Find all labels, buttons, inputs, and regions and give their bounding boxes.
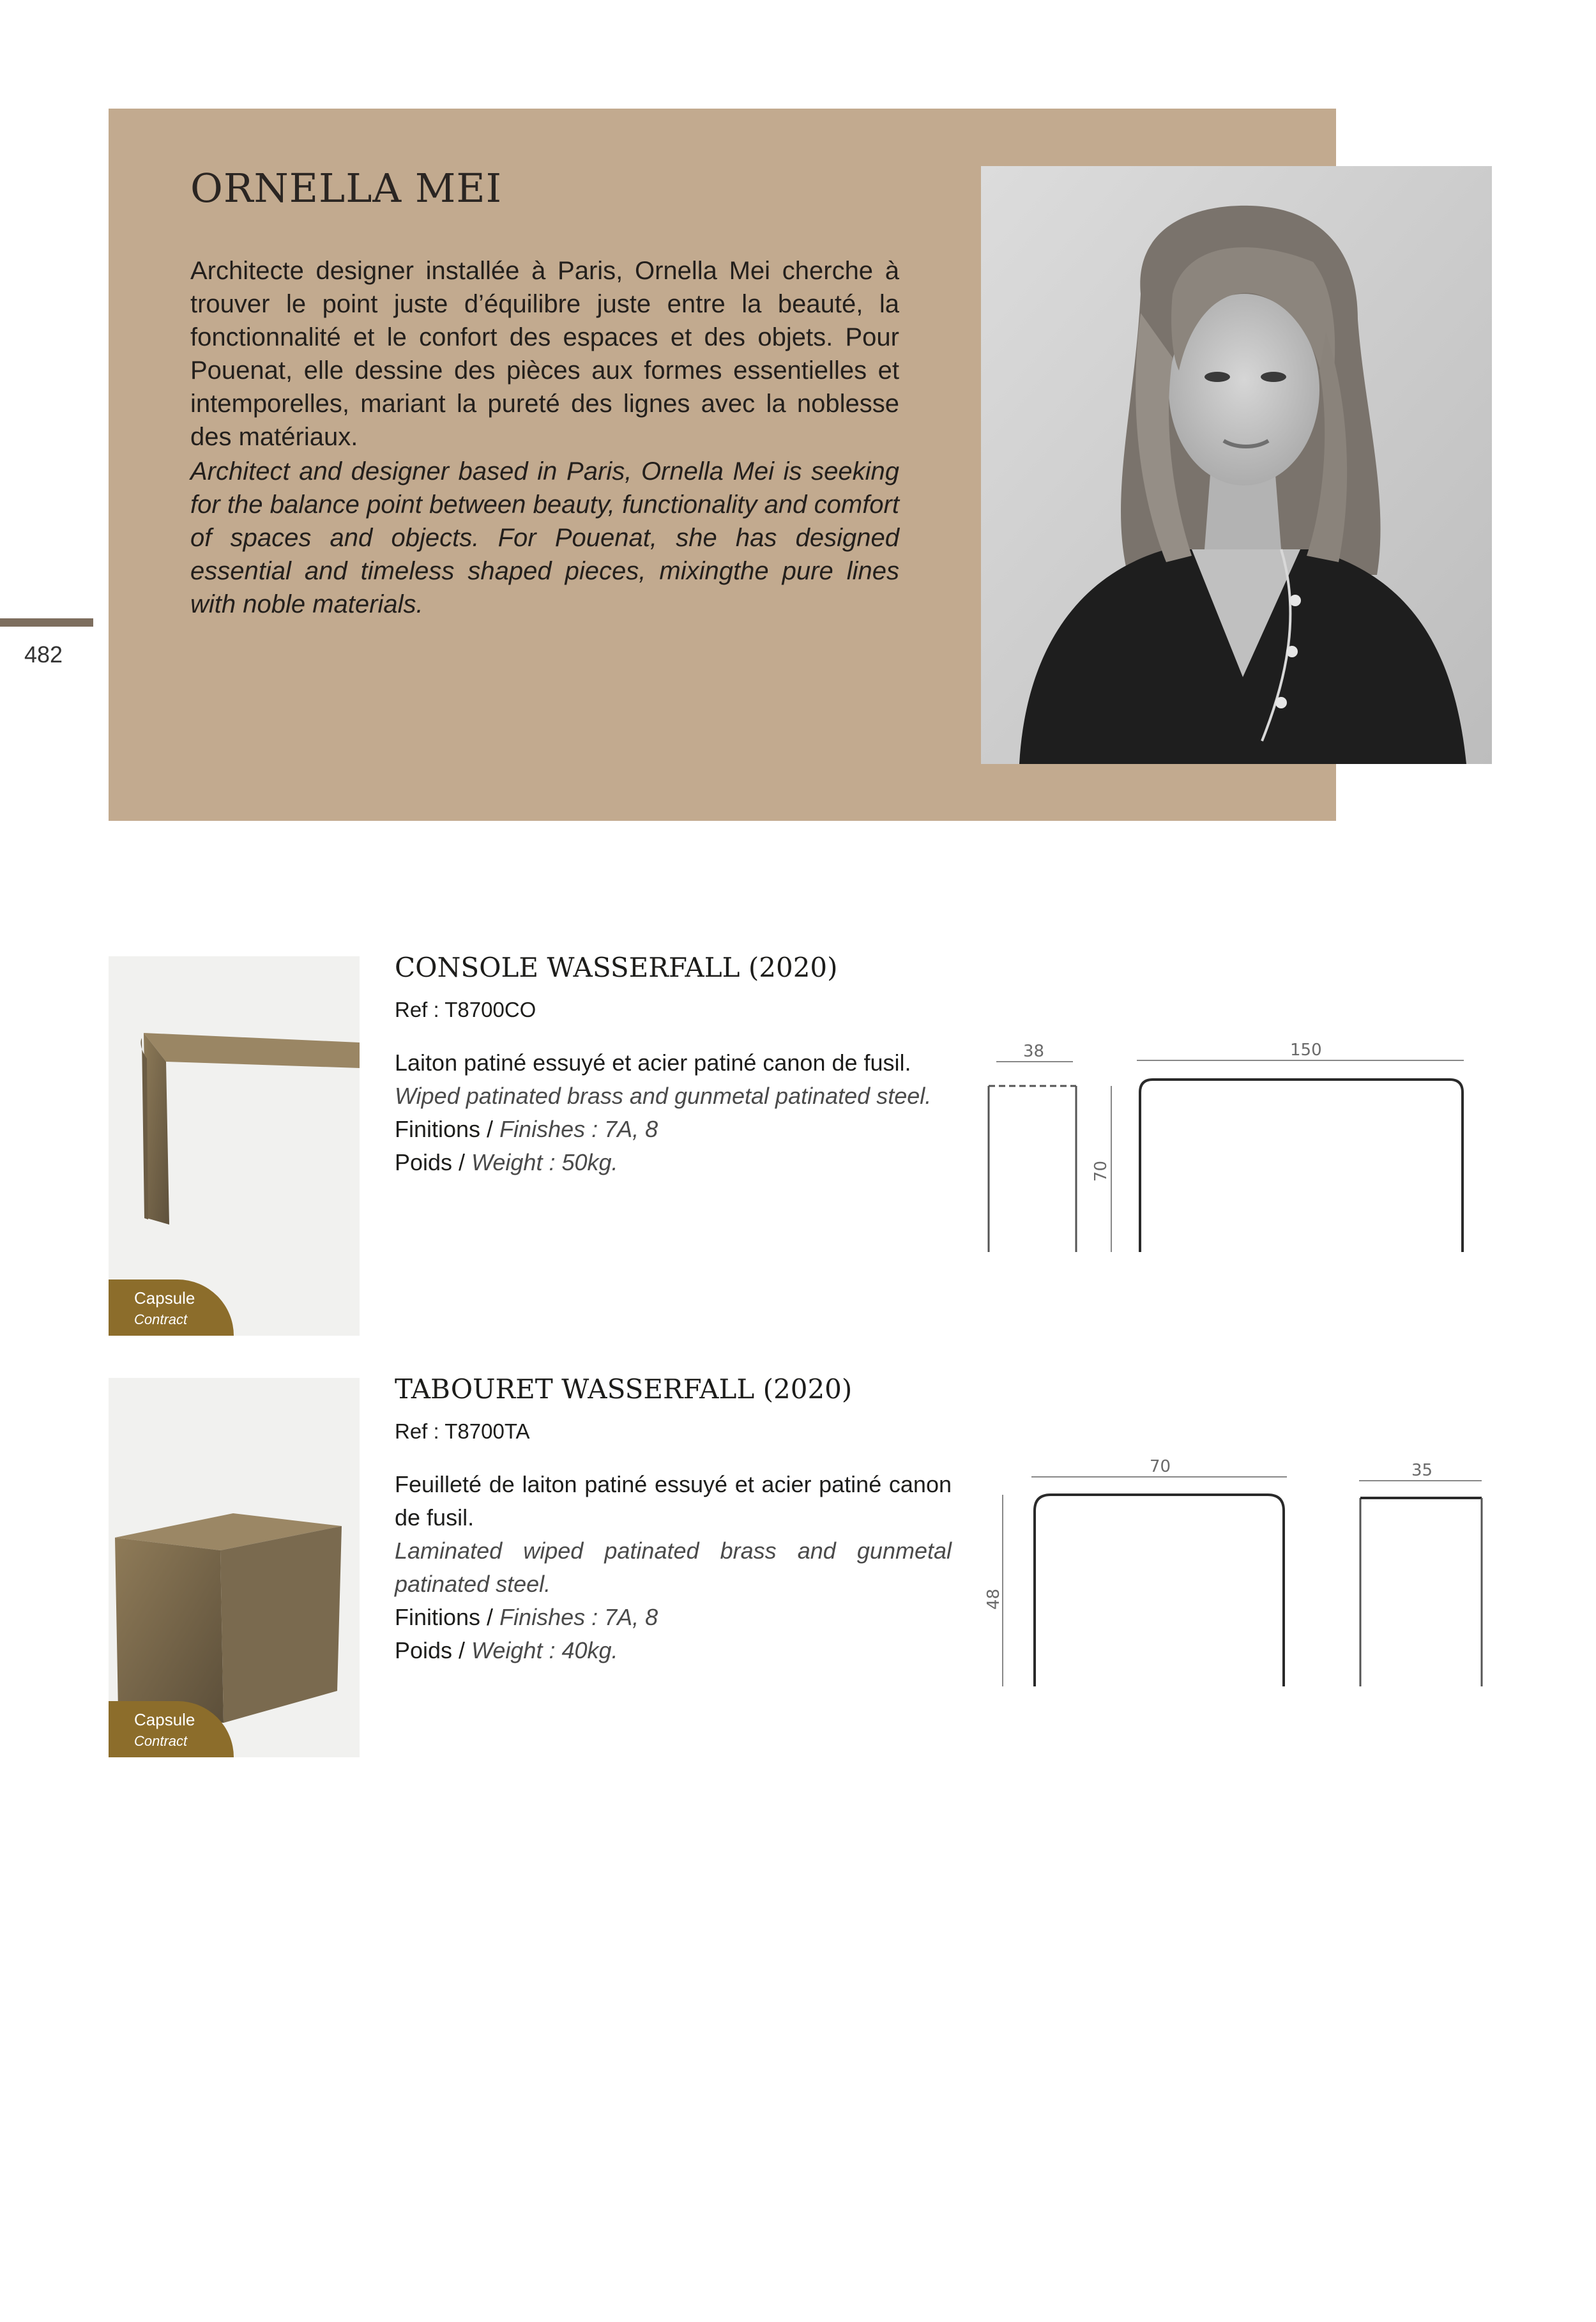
finishes-label: Finitions /: [395, 1604, 500, 1630]
product-title: TABOURET WASSERFALL (2020): [395, 1373, 853, 1405]
finishes-line: [395, 1601, 952, 1634]
material-french: Feuilleté de laiton patiné essuyé et acier patiné canon de fusil.: [395, 1471, 952, 1531]
tabouret-photo: [109, 1378, 360, 1757]
weight-label: Poids /: [395, 1637, 472, 1663]
console-photo: [109, 956, 360, 1336]
contract-label: Contract: [134, 1733, 188, 1749]
finishes-line: [395, 1113, 952, 1146]
finishes-value: Finishes : 7A, 8: [499, 1604, 658, 1630]
material-english: Laminated wiped patinated brass and gunmetal patinated steel.: [395, 1538, 952, 1597]
product-ref: Ref : T8700CO: [395, 998, 536, 1021]
capsule-label: Capsule: [134, 1288, 195, 1308]
product-description: [395, 1468, 952, 1667]
dim-height-label: 48: [984, 1588, 1003, 1610]
product-description: [395, 1046, 952, 1179]
dim-depth-label: 38: [1023, 1042, 1045, 1061]
weight-label: Poids /: [395, 1149, 472, 1175]
capsule-label: Capsule: [134, 1710, 195, 1729]
designer-bio-french: Architecte designer installée à Paris, Ornella Mei cherche à trouver le point juste d’équilibre juste entre la beauté, la fonctionnalité et le confort des espaces et des objets. Pour Pouenat, elle dessine des pièces aux formes essentielles et intemporelles, mariant la pureté des lignes avec la noblesse des matériaux.: [190, 257, 899, 451]
dim-depth-label: 35: [1411, 1461, 1433, 1480]
page-marker-bar: [0, 618, 93, 627]
designer-portrait: [981, 166, 1492, 764]
weight-value: Weight : 40kg.: [471, 1637, 618, 1663]
designer-bio-english: Architect and designer based in Paris, Ornella Mei is seeking for the balance point between beauty, functionality and comfort of spaces and objects. For Pouenat, she has designed essential and timeless shaped pieces, mixingthe pure lines with noble materials.: [190, 457, 899, 618]
product-ref: Ref : T8700TA: [395, 1419, 530, 1443]
dim-height-label: 70: [1091, 1160, 1111, 1182]
material-english: Wiped patinated brass and gunmetal patinated steel.: [395, 1083, 932, 1109]
weight-line: [395, 1634, 952, 1667]
dim-width-label: 70: [1150, 1457, 1171, 1476]
page-number: 482: [24, 641, 63, 668]
contract-label: Contract: [134, 1311, 188, 1327]
weight-value: Weight : 50kg.: [471, 1149, 618, 1175]
console-technical-drawing: [971, 1022, 1494, 1278]
dim-width-label: 150: [1290, 1041, 1322, 1060]
designer-name: ORNELLA MEI: [190, 165, 503, 211]
product-title: CONSOLE WASSERFALL (2020): [395, 952, 838, 983]
finishes-value: Finishes : 7A, 8: [499, 1116, 658, 1142]
tabouret-technical-drawing: [971, 1444, 1494, 1712]
finishes-label: Finitions /: [395, 1116, 500, 1142]
material-french: Laiton patiné essuyé et acier patiné canon de fusil.: [395, 1050, 911, 1076]
weight-line: [395, 1146, 952, 1179]
